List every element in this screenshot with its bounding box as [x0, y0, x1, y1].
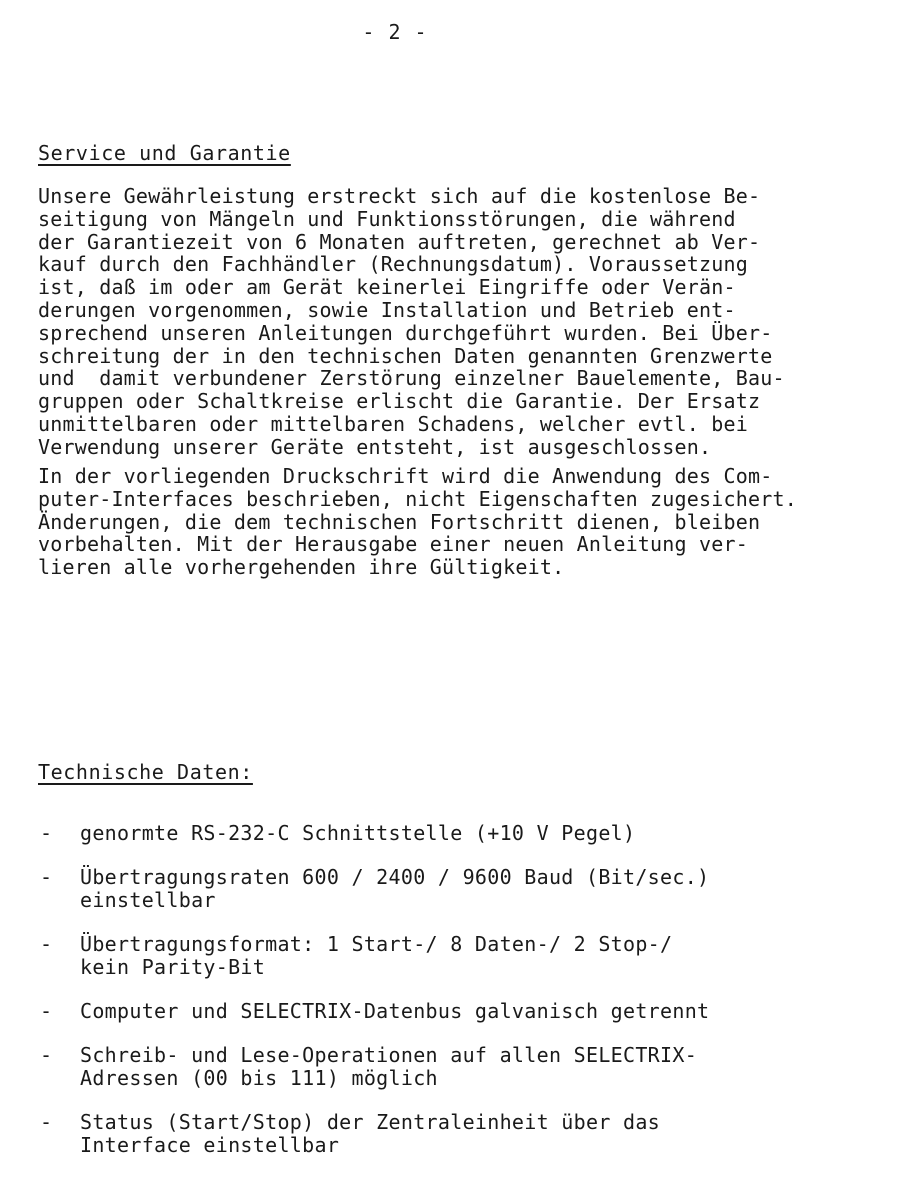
text-line: kauf durch den Fachhändler (Rechnungsdatum). Voraussetzung	[38, 252, 748, 277]
text-line: sprechend unseren Anleitungen durchgeführt wurden. Bei Über-	[38, 320, 773, 345]
text-line: ist, daß im oder am Gerät keinerlei Eingriffe oder Verän-	[38, 275, 736, 300]
text-line: und damit verbundener Zerstörung einzelner Bauelemente, Bau-	[38, 366, 785, 391]
text-line: seitigung von Mängeln und Funktionsstörungen, die während	[38, 206, 736, 231]
text-line: Änderungen, die dem technischen Fortschritt dienen, bleiben	[38, 509, 761, 534]
list-item-text: Interface einstellbar	[80, 1133, 340, 1157]
text-line: gruppen oder Schaltkreise erlischt die Garantie. Der Ersatz	[38, 389, 761, 414]
technical-data-list	[40, 822, 860, 1178]
list-item-text: Adressen (00 bis 111) möglich	[80, 1066, 438, 1090]
list-item-text: Übertragungsformat: 1 Start-/ 8 Daten-/ 2 Stop-/	[80, 932, 673, 956]
service-paragraph-2	[38, 465, 868, 579]
list-item	[40, 933, 860, 979]
dash-bullet: -	[40, 865, 53, 889]
text-line: Verwendung unserer Geräte entsteht, ist ausgeschlossen.	[38, 434, 712, 459]
text-line: lieren alle vorhergehenden ihre Gültigkeit.	[38, 555, 565, 580]
list-item-text: Schreib- und Lese-Operationen auf allen SELECTRIX-	[80, 1043, 698, 1067]
list-item-text: Status (Start/Stop) der Zentraleinheit über das	[80, 1110, 661, 1134]
text-line: unmittelbaren oder mittelbaren Schadens, welcher evtl. bei	[38, 411, 748, 436]
list-item-text: Übertragungsraten 600 / 2400 / 9600 Baud (Bit/sec.)	[80, 865, 710, 889]
list-item	[40, 1111, 860, 1157]
page-number: - 2 -	[362, 20, 428, 44]
text-line: vorbehalten. Mit der Herausgabe einer neuen Anleitung ver-	[38, 532, 748, 557]
technical-heading: Technische Daten:	[38, 760, 253, 784]
list-item	[40, 866, 860, 912]
list-item-text: genormte RS-232-C Schnittstelle (+10 V Pegel)	[80, 821, 636, 845]
text-line: schreitung der in den technischen Daten genannten Grenzwerte	[38, 343, 773, 368]
service-heading: Service und Garantie	[38, 141, 291, 165]
text-line: puter-Interfaces beschrieben, nicht Eigenschaften zugesichert.	[38, 486, 797, 511]
list-item-text: Computer und SELECTRIX-Datenbus galvanisch getrennt	[80, 999, 710, 1023]
text-line: Unsere Gewährleistung erstreckt sich auf die kostenlose Be-	[38, 184, 761, 208]
dash-bullet: -	[40, 999, 53, 1023]
dash-bullet: -	[40, 1110, 53, 1134]
text-line: In der vorliegenden Druckschrift wird die Anwendung des Com-	[38, 464, 773, 488]
list-item	[40, 1000, 860, 1023]
list-item-text: kein Parity-Bit	[80, 955, 266, 979]
dash-bullet: -	[40, 821, 53, 845]
dash-bullet: -	[40, 932, 53, 956]
list-item	[40, 1044, 860, 1090]
dash-bullet: -	[40, 1043, 53, 1067]
list-item	[40, 822, 860, 845]
text-line: derungen vorgenommen, sowie Installation und Betrieb ent-	[38, 297, 736, 322]
service-paragraph-1	[38, 185, 868, 459]
list-item-text: einstellbar	[80, 888, 216, 912]
text-line: der Garantiezeit von 6 Monaten auftreten, gerechnet ab Ver-	[38, 229, 761, 254]
